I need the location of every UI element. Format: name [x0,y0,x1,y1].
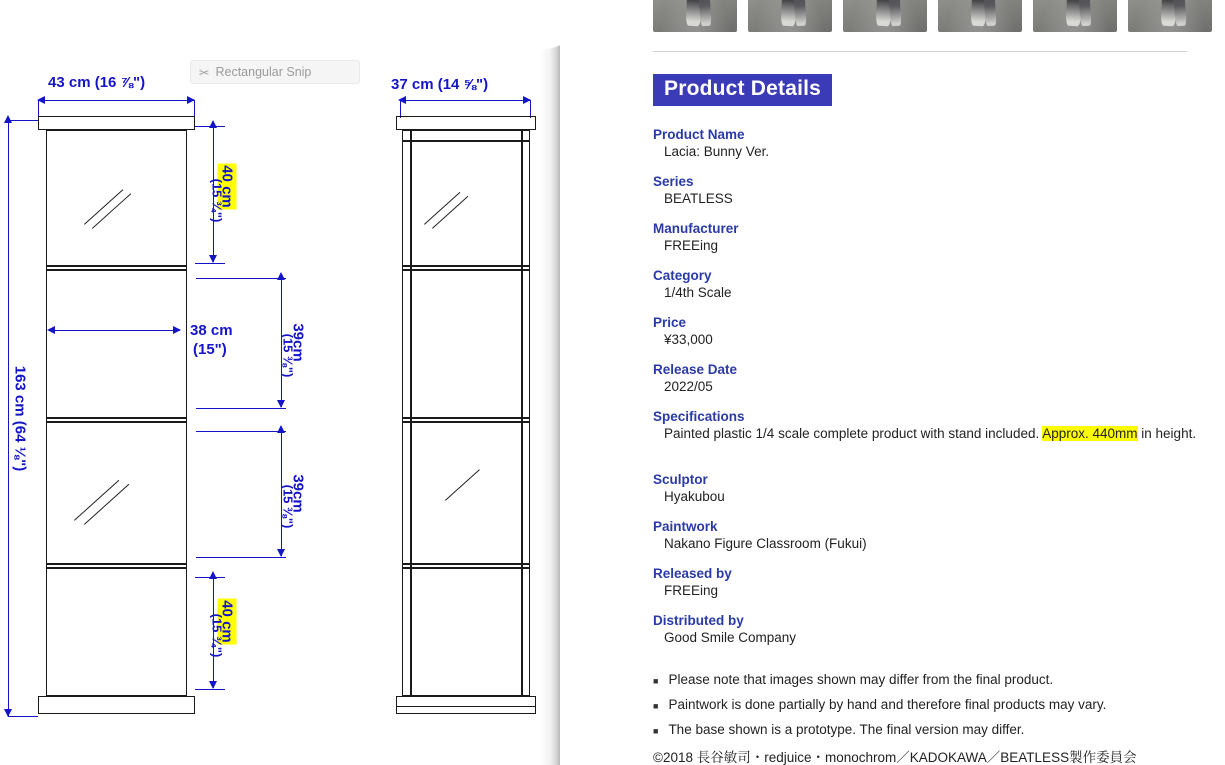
side-shelf-1 [402,265,530,267]
field-price [653,314,1213,349]
bullet-icon: ■ [653,676,659,686]
bullet-icon: ■ [653,726,659,736]
front-height-tick-bottom [8,716,38,717]
field-label: Release Date [653,362,738,377]
thumbnail-1[interactable] [653,0,737,32]
side-plinth-line [396,706,536,707]
field-value: Painted plastic 1/4 scale complete product with stand included. Approx. 440mm in height. [664,426,1197,441]
field-label: Sculptor [653,472,708,487]
section-2-label-bottom: (15 ⅜") [280,333,296,378]
front-width-label: 43 cm (16 ⅞") [48,74,146,91]
side-depth-label: 37 cm (14 ⅝") [391,76,489,93]
cabinet-shelf-2 [46,417,187,419]
inner-width-label-line2: (15") [193,341,227,358]
section-1-tick-bottom [195,263,225,264]
section-2-tick-bottom [196,408,286,409]
divider [653,51,1187,52]
field-label: Product Name [653,127,745,142]
thumbnail-2[interactable] [748,0,832,32]
field-value: Lacia: Bunny Ver. [664,144,770,159]
rectangular-snip-chip[interactable] [190,60,360,84]
field-sculptor [653,471,1213,506]
field-value: Hyakubou [664,489,725,504]
section-4-tick-top [195,577,225,578]
section-4-label-bottom: (15 ¾") [209,613,225,658]
side-inner-right [521,130,523,696]
side-carcass [402,130,530,696]
page-title: Product Details [653,74,832,106]
cabinet-shelf-1b [46,269,187,271]
snip-chip-label: Rectangular Snip [215,65,312,79]
section-4-arrow-down [209,681,217,689]
thumbnail-4[interactable] [938,0,1022,32]
inner-width-dimension-line [50,330,180,331]
section-3-tick-top [196,431,286,432]
copyright-text: ©2018 長谷敏司・redjuice・monochrom／KADOKAWA／BEATLESS製作委員会 [653,750,1137,765]
section-2-label-top: 39cm [289,323,307,362]
inner-width-arrow-left [47,326,55,334]
field-value: ¥33,000 [664,332,713,347]
cabinet-shelf-3 [46,563,187,565]
field-paintwork [653,518,1213,553]
dimension-drawing-pane [0,0,560,765]
field-manufacturer [653,220,1213,255]
field-series [653,173,1213,208]
field-specifications [653,408,1213,443]
side-shelf-1b [402,269,530,271]
section-4-tick-bottom [195,689,225,690]
field-value: FREEing [664,583,719,598]
section-3-label-top: 39cm [289,474,307,513]
section-1-tick-top [195,126,225,127]
section-3-label-bottom: (15 ⅜") [280,484,296,529]
section-1-label-bottom: (15 ¾") [209,178,225,223]
front-height-arrow-up [4,115,12,123]
cabinet-shelf-1 [46,265,187,267]
page-edge-shadow [540,0,560,765]
side-depth-dimension-line [400,100,530,101]
cabinet-shelf-2b [46,421,187,423]
section-2-arrow-down [277,400,285,408]
side-inner-top [402,140,530,142]
side-shelf-2b [402,421,530,423]
thumbnail-3[interactable] [843,0,927,32]
field-category [653,267,1213,302]
field-label: Specifications [653,409,745,424]
thumbnail-5[interactable] [1033,0,1117,32]
cabinet-shelf-3b [46,567,187,569]
side-shelf-3b [402,567,530,569]
field-label: Released by [653,566,732,581]
inner-width-arrow-right [173,326,181,334]
front-height-dimension-line [8,122,9,716]
section-3-arrow-down [277,549,285,557]
field-label: Manufacturer [653,221,739,236]
front-height-tick-top [8,120,38,121]
list-item [653,668,1213,693]
field-distributed-by [653,612,1213,647]
field-value: 1/4th Scale [664,285,732,300]
cabinet-top-cap [38,116,195,130]
field-label: Paintwork [653,519,718,534]
section-1-arrow-down [209,255,217,263]
list-item [653,693,1213,718]
field-value: Nakano Figure Classroom (Fukui) [664,536,867,551]
note-text: Paintwork is done partially by hand and therefore final products may vary. [668,697,1107,712]
field-value: FREEing [664,238,719,253]
product-details-pane [562,0,1225,765]
note-text: Please note that images shown may differ from the final product. [668,672,1054,687]
notes-list [653,668,1213,743]
front-height-label: 163 cm (64 ⅛") [11,365,29,472]
inner-width-label-line1: 38 cm [190,322,233,339]
side-shelf-2 [402,417,530,419]
bullet-icon: ■ [653,701,659,711]
field-label: Distributed by [653,613,744,628]
side-shelf-3 [402,563,530,565]
list-item [653,718,1213,743]
section-1-label-top: 40 cm [218,165,236,208]
thumbnail-6[interactable] [1128,0,1212,32]
cabinet-bottom-plinth [38,696,195,714]
field-label: Series [653,174,694,189]
note-text: The base shown is a prototype. The final version may differ. [668,722,1025,737]
section-4-label-top: 40 cm [218,600,236,643]
front-width-dimension-line [38,100,195,101]
side-inner-left [410,130,412,696]
section-3-tick-bottom [196,557,286,558]
section-2-tick-top [196,278,286,279]
specifications-highlight: Approx. 440mm [1042,426,1138,441]
thumbnail-strip[interactable] [653,0,1212,32]
cabinet-carcass [46,130,187,696]
field-label: Category [653,268,712,283]
field-released-by [653,565,1213,600]
scissors-icon: ✂ [199,65,210,80]
side-top-cap [396,116,536,130]
side-bottom-plinth [396,696,536,714]
field-release-date [653,361,1213,396]
field-value: 2022/05 [664,379,713,394]
page-edge-curl [537,0,560,50]
field-product-name [653,126,1213,161]
field-value: BEATLESS [664,191,733,206]
field-label: Price [653,315,687,330]
field-value: Good Smile Company [664,630,797,645]
